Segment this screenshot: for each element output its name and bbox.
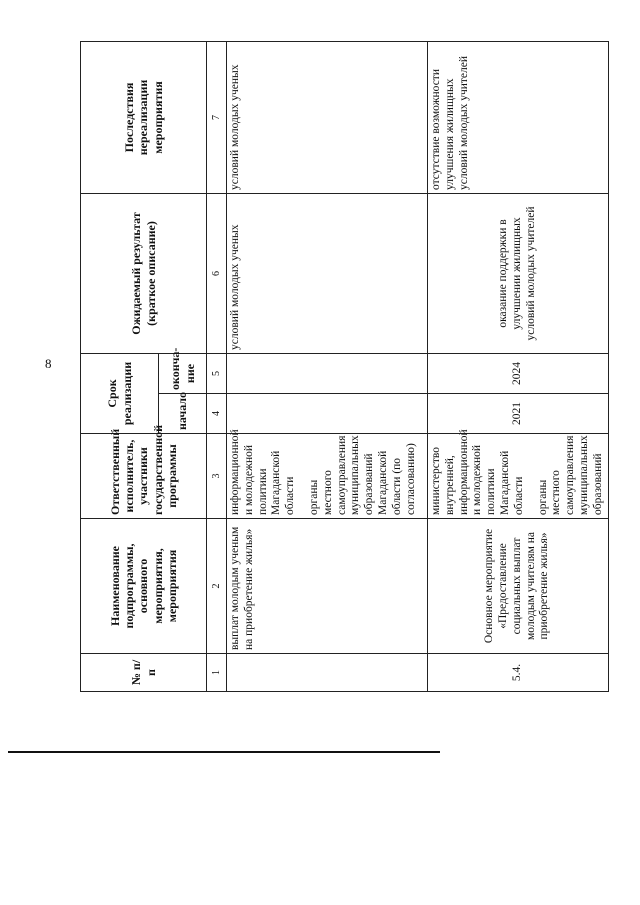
table-row xyxy=(428,41,609,691)
column-number: 1 xyxy=(207,654,227,692)
row-result: оказание поддержки в улучшении жилищных условий молодых учителей xyxy=(428,193,609,353)
header-row xyxy=(81,41,159,691)
column-number: 2 xyxy=(207,519,227,654)
header-period: Срок реализации xyxy=(81,353,159,433)
row-start xyxy=(227,394,428,434)
program-measures-table xyxy=(80,41,609,692)
row-responsible xyxy=(428,429,609,519)
rotated-table-container xyxy=(80,42,604,692)
column-number: 4 xyxy=(207,394,227,434)
header-start: начало xyxy=(159,394,207,434)
table-row xyxy=(227,41,428,691)
column-number: 7 xyxy=(207,41,227,193)
header-end: оконча-ние xyxy=(159,353,207,393)
responsible-ministry: информационной и молодежной политики Магаданской области xyxy=(229,429,297,515)
row-name: выплат молодым ученым на приобретение жилья» xyxy=(227,519,428,654)
horizontal-rule xyxy=(8,751,440,753)
header-result: Ожидаемый результат (краткое описание) xyxy=(81,193,207,353)
header-consequences: Последствия нереализации мероприятия xyxy=(81,41,207,193)
page-number: 8 xyxy=(45,356,52,371)
row-start: 2021 xyxy=(428,394,609,434)
column-number: 5 xyxy=(207,353,227,393)
row-consequences: условий молодых ученых xyxy=(227,41,428,193)
responsible-ministry: министерство внутренней, информационной и молодежной политики Магаданской области xyxy=(430,429,525,515)
row-end: 2024 xyxy=(428,353,609,393)
row-end xyxy=(227,353,428,393)
column-number-row xyxy=(207,41,227,691)
row-responsible xyxy=(227,429,428,519)
row-num: 5.4. xyxy=(428,654,609,692)
responsible-municipal: органы местного самоуправления муниципальных образований xyxy=(536,435,604,515)
column-number: 6 xyxy=(207,193,227,353)
row-num xyxy=(227,654,428,692)
column-number: 3 xyxy=(207,434,227,519)
row-consequences: отсутствие возможности улучшения жилищных условий молодых учителей xyxy=(428,41,609,193)
row-name: Основное мероприятие «Предоставление социальных выплат молодым учителям на приобретение жилья» xyxy=(428,519,609,654)
responsible-municipal: органы местного самоуправления муниципальных образований Магаданской области (по согласованию) xyxy=(307,435,417,515)
header-num: № п/п xyxy=(81,654,207,692)
row-result: условий молодых ученых xyxy=(227,193,428,353)
header-name: Наименование подпрограммы, основного мероприятия, мероприятия xyxy=(81,519,207,654)
header-responsible: Ответственный исполнитель, участники государственной программы xyxy=(81,434,207,519)
